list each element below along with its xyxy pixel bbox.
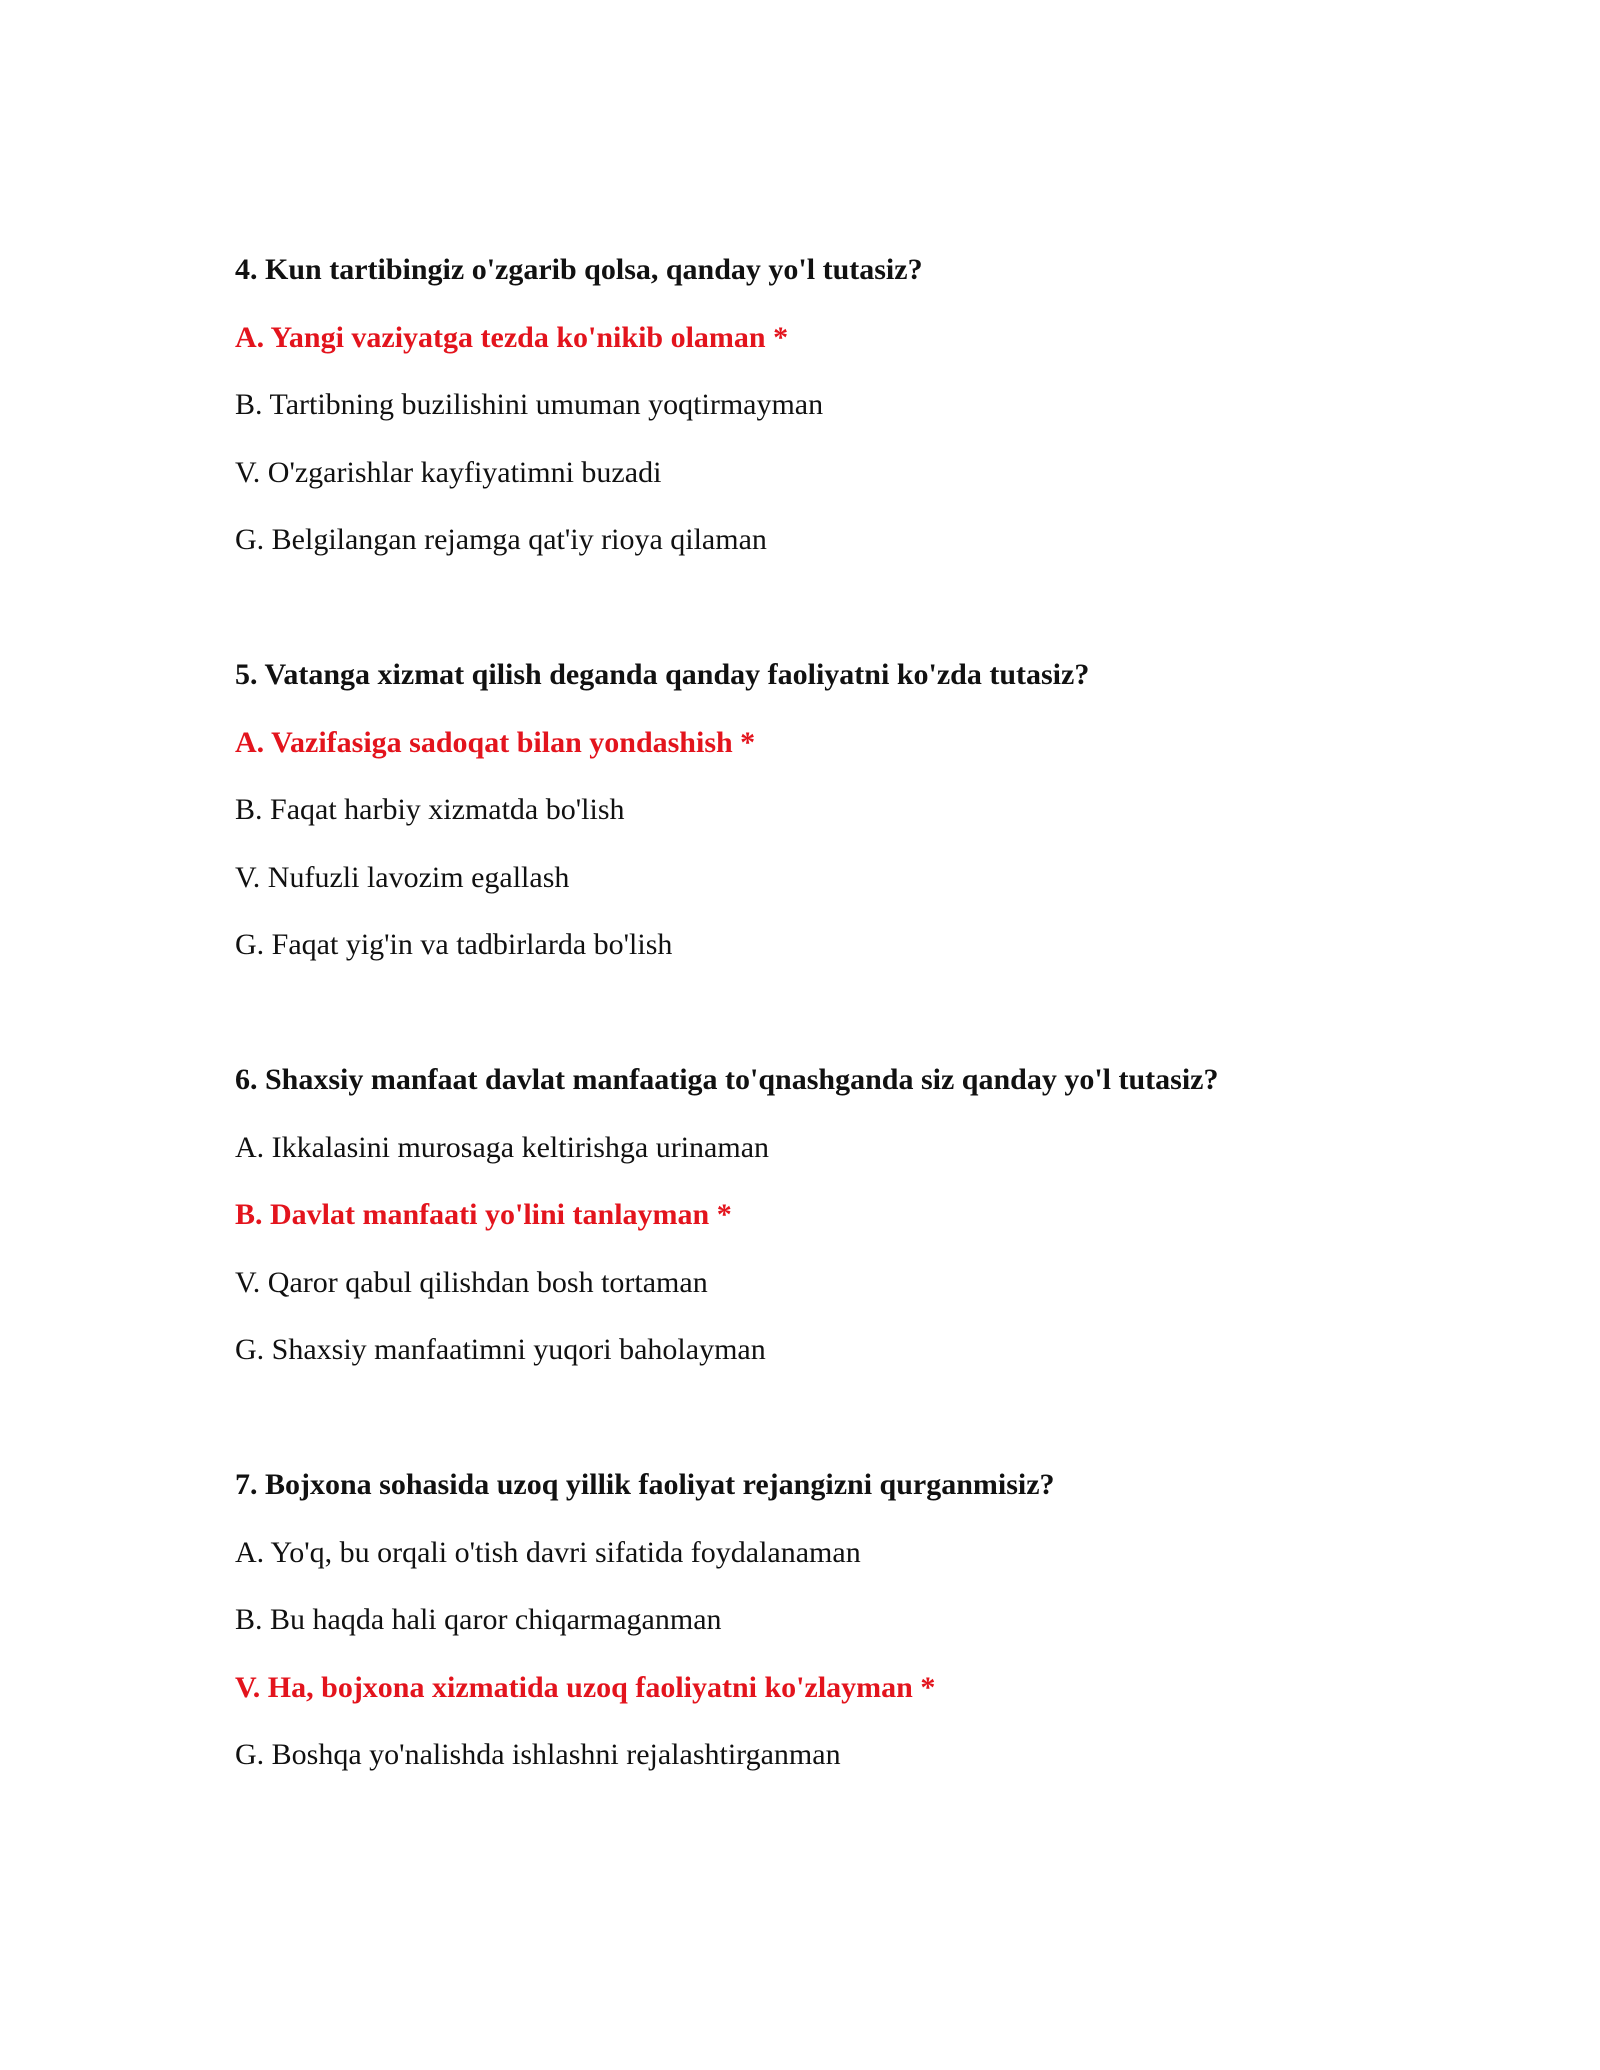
option-v-correct: V. Ha, bojxona xizmatida uzoq faoliyatni ko'zlayman *: [235, 1670, 936, 1704]
option-a: A. Ikkalasini murosaga keltirishga urinaman: [235, 1130, 770, 1164]
option-g: G. Boshqa yo'nalishda ishlashni rejalashtirganman: [235, 1738, 841, 1771]
question-7: [235, 1467, 1435, 1773]
option-b: B. Faqat harbiy xizmatda bo'lish: [235, 793, 625, 826]
question-text: 7. Bojxona sohasida uzoq yillik faoliyat rejangizni qurganmisiz?: [235, 1468, 1055, 1501]
option-b: B. Bu haqda hali qaror chiqarmaganman: [235, 1603, 722, 1636]
options-list: [235, 1130, 1435, 1369]
options-list: [235, 1535, 1435, 1774]
options-list: [235, 320, 1435, 559]
option-a-correct: A. Yangi vaziyatga tezda ko'nikib olaman *: [235, 320, 789, 354]
question-4: [235, 252, 1435, 558]
option-g: G. Shaxsiy manfaatimni yuqori baholayman: [235, 1333, 766, 1366]
option-a-correct: A. Vazifasiga sadoqat bilan yondashish *: [235, 725, 756, 759]
question-5: [235, 657, 1435, 963]
option-g: G. Faqat yig'in va tadbirlarda bo'lish: [235, 928, 673, 961]
question-text: 6. Shaxsiy manfaat davlat manfaatiga to'qnashganda siz qanday yo'l tutasiz?: [235, 1063, 1219, 1096]
option-v: V. Nufuzli lavozim egallash: [235, 860, 570, 894]
question-6: [235, 1062, 1435, 1368]
option-v: V. Qaror qabul qilishdan bosh tortaman: [235, 1265, 708, 1299]
option-b-correct: B. Davlat manfaati yo'lini tanlayman *: [235, 1198, 732, 1231]
options-list: [235, 725, 1435, 964]
option-b: B. Tartibning buzilishini umuman yoqtirmayman: [235, 388, 824, 421]
question-text: 4. Kun tartibingiz o'zgarib qolsa, qanday yo'l tutasiz?: [235, 253, 923, 286]
question-text: 5. Vatanga xizmat qilish deganda qanday faoliyatni ko'zda tutasiz?: [235, 658, 1090, 691]
option-a: A. Yo'q, bu orqali o'tish davri sifatida foydalanaman: [235, 1535, 861, 1569]
option-v: V. O'zgarishlar kayfiyatimni buzadi: [235, 455, 662, 489]
option-g: G. Belgilangan rejamga qat'iy rioya qilaman: [235, 523, 767, 556]
